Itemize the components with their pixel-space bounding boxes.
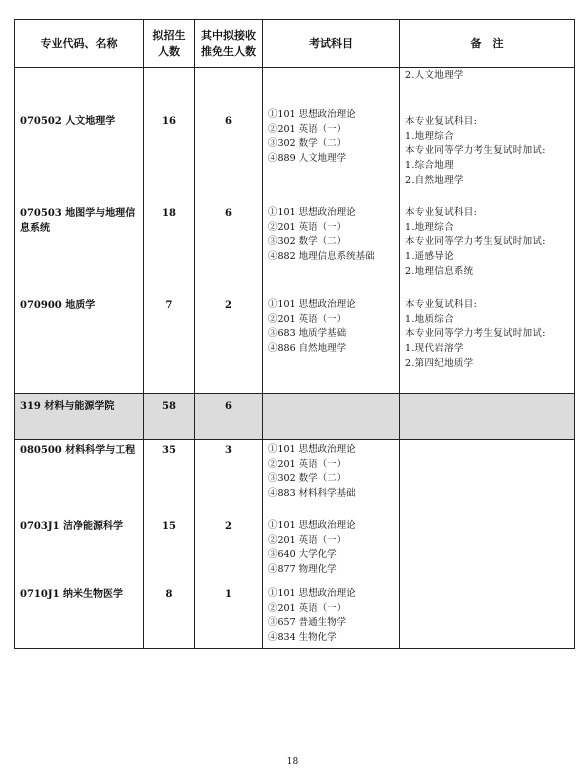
- subject-item: ②201 英语（一）: [268, 221, 347, 233]
- major-name: 070900 地质学: [15, 295, 144, 394]
- notes-cell: [400, 295, 575, 394]
- notes-cell: [400, 106, 575, 203]
- header-plan: [144, 20, 195, 68]
- note-item: 本专业同等学力考生复试时加试:: [405, 145, 546, 157]
- subject-item: ②201 英语（一）: [268, 123, 347, 135]
- exempt-count: 1: [195, 584, 263, 649]
- note-item: 1.综合地理: [405, 160, 454, 172]
- subjects-cell: [263, 584, 400, 649]
- note-item: 2.地理信息系统: [405, 265, 474, 277]
- header-subjects: 考试科目: [263, 20, 400, 68]
- subjects-cell: [263, 203, 400, 295]
- subjects-cell: [263, 516, 400, 584]
- college-name: 319 材料与能源学院: [15, 394, 144, 440]
- note-item: 1.遥感导论: [405, 251, 454, 263]
- subject-item: ④886 自然地理学: [268, 342, 347, 354]
- college-plan-count: 58: [144, 394, 195, 440]
- major-name: 070503 地图学与地理信息系统: [15, 203, 144, 295]
- table-header-row: [15, 20, 575, 68]
- carry-over-note: 2.人文地理学: [400, 68, 575, 107]
- subject-item: ④883 材料科学基础: [268, 487, 356, 499]
- plan-count: 16: [144, 106, 195, 203]
- exempt-count: 3: [195, 440, 263, 517]
- exempt-count: 2: [195, 295, 263, 394]
- subject-item: ④889 人文地理学: [268, 152, 347, 164]
- note-item: 1.地理综合: [405, 130, 454, 142]
- subject-item: ②201 英语（一）: [268, 602, 347, 614]
- college-exempt-count: 6: [195, 394, 263, 440]
- plan-count: 35: [144, 440, 195, 517]
- subject-item: ①101 思想政治理论: [268, 520, 356, 531]
- subject-item: ④882 地理信息系统基础: [268, 250, 375, 262]
- note-item: 2.自然地理学: [405, 174, 464, 186]
- plan-count: 15: [144, 516, 195, 584]
- plan-count: 8: [144, 584, 195, 649]
- table-row: [15, 106, 575, 203]
- subject-item: ③302 数学（二）: [268, 473, 347, 485]
- note-item: 1.现代岩溶学: [405, 343, 464, 355]
- subject-item: ③302 数学（二）: [268, 138, 347, 150]
- table-row: [15, 203, 575, 295]
- major-name: 070502 人文地理学: [15, 106, 144, 203]
- note-item: 1.地理综合: [405, 221, 454, 233]
- subject-item: ①101 思想政治理论: [268, 299, 356, 310]
- table-row: [15, 516, 575, 584]
- major-name: 0703J1 洁净能源科学: [15, 516, 144, 584]
- admissions-table: [14, 19, 575, 649]
- table-row: [15, 68, 575, 107]
- subjects-cell: [263, 295, 400, 394]
- header-notes: 备 注: [400, 20, 575, 68]
- header-plan-line1: 拟招生: [152, 28, 186, 42]
- subject-item: ③640 大学化学: [268, 549, 337, 561]
- note-item: 本专业同等学力考生复试时加试:: [405, 236, 546, 248]
- subjects-cell: [263, 440, 400, 517]
- subject-item: ③302 数学（二）: [268, 236, 347, 248]
- subject-item: ③683 地质学基础: [268, 328, 347, 340]
- college-row: [15, 394, 575, 440]
- note-item: 本专业同等学力考生复试时加试:: [405, 328, 546, 340]
- plan-count: 7: [144, 295, 195, 394]
- note-item: 本专业复试科目:: [405, 299, 478, 310]
- subjects-cell: [263, 106, 400, 203]
- note-item: 本专业复试科目:: [405, 116, 478, 127]
- subject-item: ②201 英语（一）: [268, 534, 347, 546]
- header-exempt: [195, 20, 263, 68]
- subject-item: ①101 思想政治理论: [268, 109, 356, 120]
- subject-item: ①101 思想政治理论: [268, 444, 356, 455]
- subject-item: ①101 思想政治理论: [268, 588, 356, 599]
- subject-item: ①101 思想政治理论: [268, 207, 356, 218]
- subject-item: ②201 英语（一）: [268, 313, 347, 325]
- subject-item: ②201 英语（一）: [268, 458, 347, 470]
- header-exempt-line2: 推免生人数: [201, 44, 256, 58]
- subject-item: ③657 普通生物学: [268, 617, 347, 629]
- page-number: 18: [286, 757, 299, 767]
- header-major: 专业代码、名称: [15, 20, 144, 68]
- note-item: 2.第四纪地质学: [405, 357, 474, 369]
- major-name: 080500 材料科学与工程: [15, 440, 144, 517]
- exempt-count: 6: [195, 106, 263, 203]
- note-item: 本专业复试科目:: [405, 207, 478, 218]
- table-row: [15, 584, 575, 649]
- subject-item: ④877 物理化学: [268, 563, 337, 575]
- note-item: 1.地质综合: [405, 313, 454, 325]
- header-plan-line2: 人数: [158, 44, 180, 58]
- table-row: [15, 295, 575, 394]
- exempt-count: 6: [195, 203, 263, 295]
- table-row: [15, 440, 575, 517]
- notes-cell: [400, 203, 575, 295]
- plan-count: 18: [144, 203, 195, 295]
- major-name: 0710J1 纳米生物医学: [15, 584, 144, 649]
- subject-item: ④834 生物化学: [268, 631, 337, 643]
- exempt-count: 2: [195, 516, 263, 584]
- header-exempt-line1: 其中拟接收: [201, 28, 256, 42]
